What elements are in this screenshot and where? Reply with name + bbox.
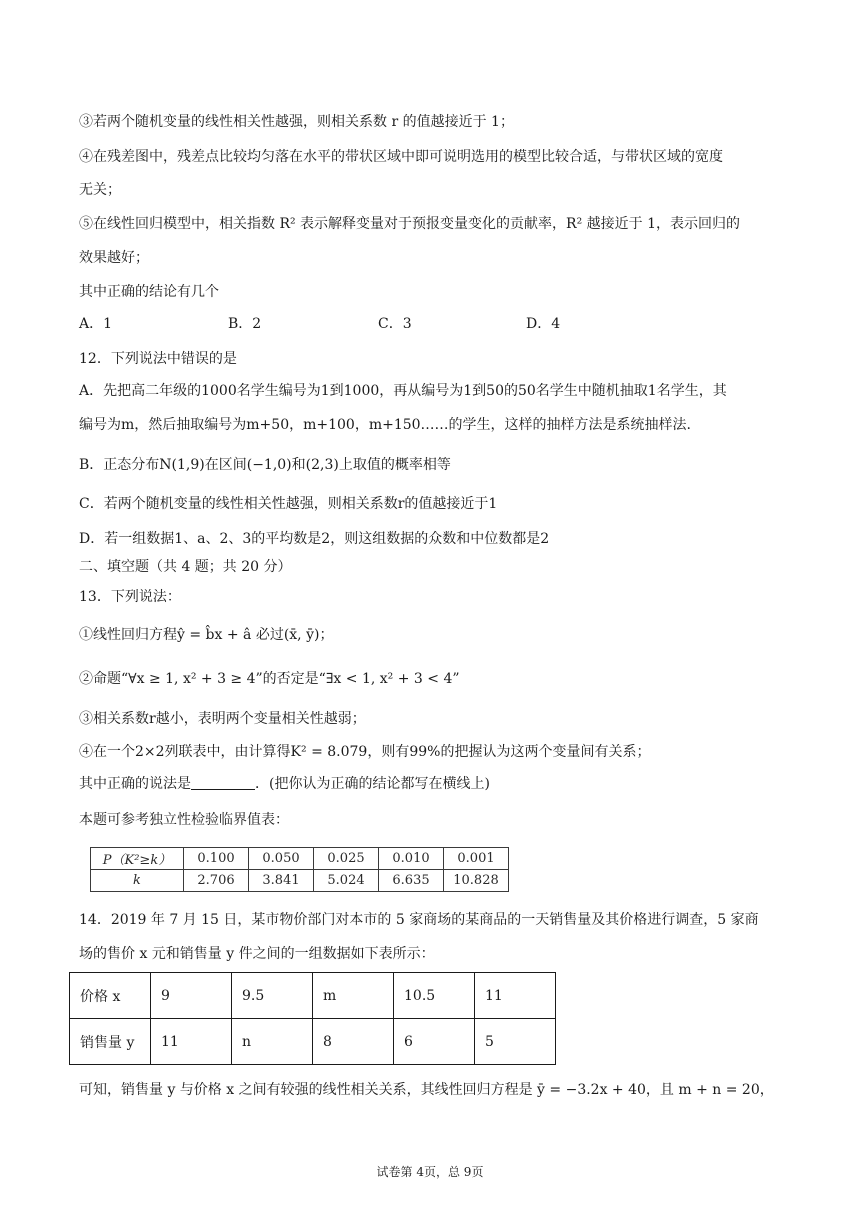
table-cell: 9.5 [232,973,313,1019]
table-row [70,973,556,1019]
question-13-stem: 13．下列说法： [79,589,181,605]
table-row-head: 价格 x [70,973,151,1019]
table-cell: 0.001 [444,848,509,870]
table-cell: 10.5 [394,973,475,1019]
table-cell: m [313,973,394,1019]
table-cell: 8 [313,1019,394,1065]
table-cell: 6 [394,1019,475,1065]
statement-5-line1: ⑤在线性回归模型中，相关指数 R² 表示解释变量对于预报变量变化的贡献率，R² 越接近于 1，表示回归的 [79,216,741,232]
table-row-head: 销售量 y [70,1019,151,1065]
table-cell: 11 [475,973,556,1019]
section-2-heading: 二、填空题（共 4 题；共 20 分） [79,559,292,575]
q13-reference-note: 本题可参考独立性检验临界值表： [79,812,289,828]
q12-option-a-line2: 编号为m，然后抽取编号为m+50，m+100，m+150……的学生，这样的抽样方法是系统抽样法. [79,417,691,433]
q13-statement-4: ④在一个2×2列联表中，由计算得K² = 8.079，则有99%的把握认为这两个变量间有关系； [79,744,651,760]
table-cell: 10.828 [444,870,509,892]
table-cell: 0.100 [184,848,249,870]
table-cell: n [232,1019,313,1065]
q12-option-c: C．若两个随机变量的线性相关性越强，则相关系数r的值越接近于1 [79,496,498,512]
question-11-ask: 其中正确的结论有几个 [79,284,219,300]
q13-ask [79,774,490,794]
question-12-stem: 12．下列说法中错误的是 [79,351,237,367]
price-sales-table [69,972,556,1065]
table-cell: 9 [151,973,232,1019]
table-cell: 11 [151,1019,232,1065]
q12-option-a-line1: A．先把高二年级的1000名学生编号为1到1000，再从编号为1到50的50名学生中随机抽取1名学生，其 [79,383,727,399]
table-cell: 6.635 [379,870,444,892]
table-row-head: P（K²≥k） [91,848,184,870]
question-14-line1: 14．2019 年 7 月 15 日，某市物价部门对本市的 5 家商场的某商品的一天销售量及其价格进行调查，5 家商 [79,912,759,928]
table-row [70,1019,556,1065]
table-cell: 3.841 [249,870,314,892]
q11-option-d: D．4 [526,316,561,332]
statement-4-line1: ④在残差图中，残差点比较均匀落在水平的带状区域中即可说明选用的模型比较合适，与带状区域的宽度 [79,149,723,165]
table-row [91,848,509,870]
critical-value-table [90,847,509,892]
table-cell: 0.050 [249,848,314,870]
q13-statement-2: ②命题“∀x ≥ 1, x² + 3 ≥ 4”的否定是“∃x < 1, x² + 3 < 4” [79,671,460,687]
page-footer: 试卷第 4页，总 9页 [376,1165,484,1179]
table-row-head: k [91,870,184,892]
table-cell: 5 [475,1019,556,1065]
table-row [91,870,509,892]
answer-blank[interactable] [191,775,255,790]
q11-option-c: C．3 [378,316,412,332]
q13-statement-1: ①线性回归方程ŷ = b̂x + â 必过(x̄, ȳ)； [79,627,334,643]
question-14-line2: 场的售价 x 元和销售量 y 件之间的一组数据如下表所示： [79,946,435,962]
q11-option-a: A．1 [79,316,113,332]
question-14-conclusion: 可知，销售量 y 与价格 x 之间有较强的线性相关关系，其线性回归方程是 ȳ = −3.2x + 40，且 m + n = 20， [79,1082,774,1098]
q13-ask-suffix: ．(把你认为正确的结论都写在横线上) [255,776,490,792]
q13-ask-prefix: 其中正确的说法是 [79,776,191,792]
q12-option-d: D．若一组数据1、a、2、3的平均数是2，则这组数据的众数和中位数都是2 [79,531,550,547]
q11-option-b: B．2 [228,316,262,332]
table-cell: 2.706 [184,870,249,892]
table-cell: 0.010 [379,848,444,870]
statement-5-line2: 效果越好； [79,250,149,266]
table-cell: 5.024 [314,870,379,892]
table-cell: 0.025 [314,848,379,870]
q12-option-b: B．正态分布N(1,9)在区间(−1,0)和(2,3)上取值的概率相等 [79,457,451,473]
q13-statement-3: ③相关系数r越小，表明两个变量相关性越弱； [79,711,366,727]
statement-4-line2: 无关； [79,182,121,198]
statement-3: ③若两个随机变量的线性相关性越强，则相关系数 r 的值越接近于 1； [79,114,514,130]
